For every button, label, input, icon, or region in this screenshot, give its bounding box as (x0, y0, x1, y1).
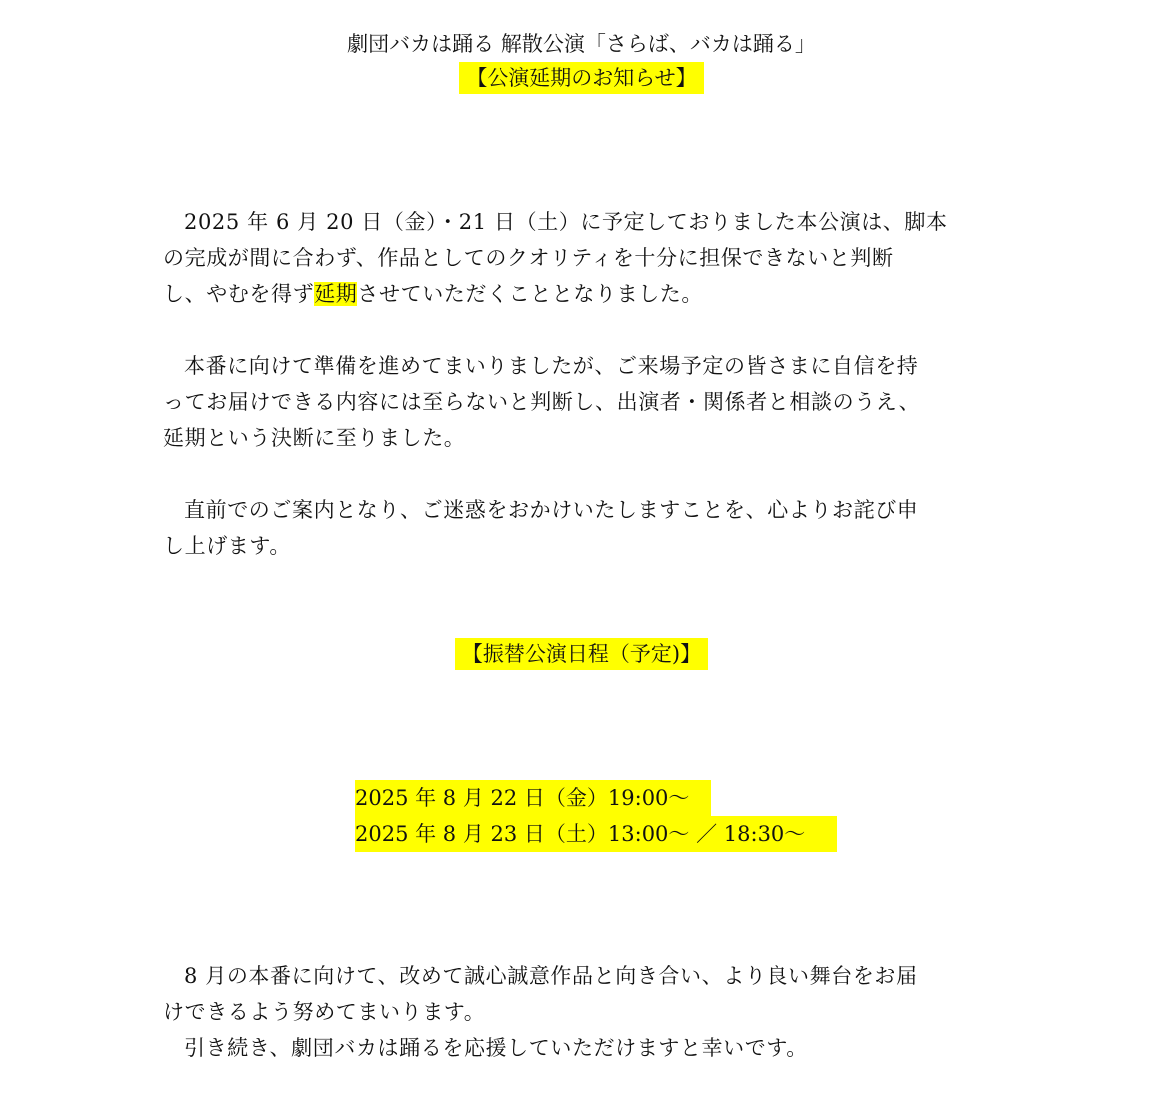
reschedule-heading (0, 637, 1163, 671)
paragraph-line: 8 月の本番に向けて、改めて誠心誠意作品と向き合い、より良い舞台をお届 (184, 964, 918, 988)
text-segment: させていただくこととなりました。 (357, 282, 704, 306)
paragraph-line: 直前でのご案内となり、ご迷惑をおかけいたしますことを、心よりお詫び申 (184, 498, 919, 522)
paragraph-reason (163, 348, 1009, 456)
paragraph-apology (163, 492, 1009, 564)
notice-heading-label: 【公演延期のお知らせ】 (459, 62, 703, 94)
paragraph-line: けできるよう努めてまいります。 (163, 1000, 486, 1024)
document-title (0, 27, 1163, 61)
notice-heading (0, 61, 1163, 95)
paragraph-line: ってお届けできる内容には至らないと判断し、出演者・関係者と相談のうえ、 (163, 390, 921, 414)
paragraph-line: 2025 年 6 月 20 日（金）・21 日（土）に予定しておりました本公演は、脚本 (184, 210, 948, 234)
paragraph-line: 本番に向けて準備を進めてまいりましたが、ご来場予定の皆さまに自信を持 (184, 354, 919, 378)
reschedule-dates (355, 780, 837, 852)
schedule-date-row: 2025 年 8 月 23 日（土）13:00～ ／ 18:30～ (355, 816, 837, 852)
schedule-date-row: 2025 年 8 月 22 日（金）19:00～ (355, 780, 711, 816)
paragraph-closing (163, 958, 1009, 1066)
paragraph-line: し上げます。 (163, 534, 291, 558)
text-segment: し、やむを得ず (163, 282, 315, 306)
reschedule-heading-label: 【振替公演日程（予定)】 (455, 638, 708, 670)
paragraph-line: 引き続き、劇団バカは踊るを応援していただけますと幸いです。 (184, 1036, 808, 1060)
highlighted-word: 延期 (314, 282, 358, 306)
paragraph-line (163, 276, 1009, 312)
paragraph-postponement (163, 204, 1009, 312)
paragraph-line: の完成が間に合わず、作品としてのクオリティを十分に担保できないと判断 (163, 246, 894, 270)
paragraph-line: 延期という決断に至りました。 (163, 426, 466, 450)
document-title-text: 劇団バカは踊る 解散公演「さらば、バカは踊る」 (347, 32, 816, 56)
